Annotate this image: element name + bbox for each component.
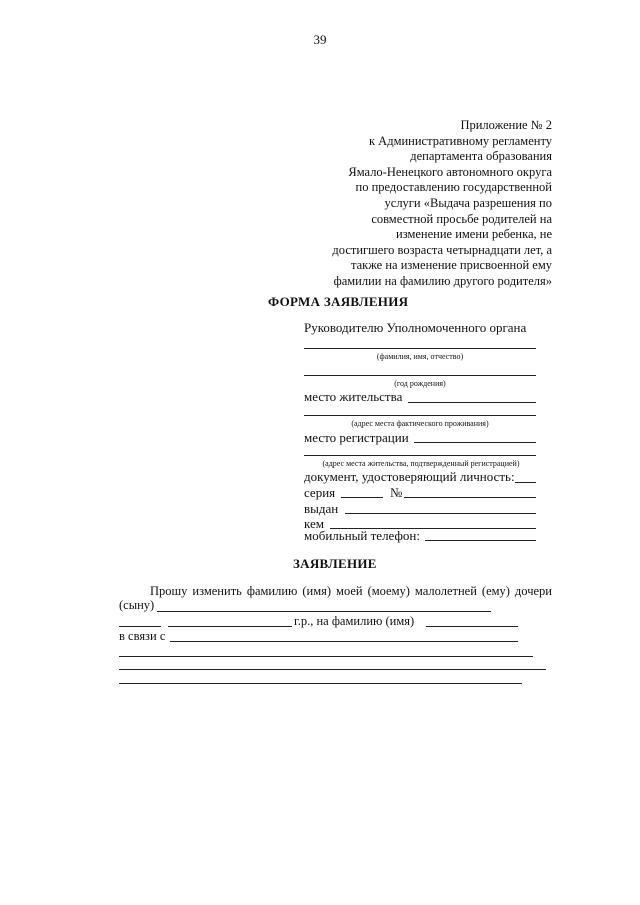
- birth-year-field-line[interactable]: [168, 626, 292, 627]
- phone-line[interactable]: [425, 540, 536, 541]
- number-label: №: [390, 485, 403, 500]
- child-name-line[interactable]: [157, 611, 491, 612]
- appendix-line: услуги «Выдача разрешения по: [384, 195, 552, 210]
- appendix-line: Ямало-Ненецкого автономного округа: [348, 164, 552, 179]
- appendix-line: совместной просьбе родителей на: [371, 211, 552, 226]
- appendix-line: Приложение № 2: [460, 118, 552, 132]
- number-line[interactable]: [404, 497, 536, 498]
- appendix-line: департамента образования: [410, 149, 552, 164]
- residence-line[interactable]: [408, 402, 536, 403]
- birth-year-line[interactable]: [304, 375, 536, 376]
- issued-line[interactable]: [345, 513, 536, 514]
- registration-line-2[interactable]: [304, 455, 536, 456]
- series-label: серия: [304, 485, 336, 500]
- form-title: ФОРМА ЗАЯВЛЕНИЯ: [268, 294, 409, 309]
- residence-line-2[interactable]: [304, 415, 536, 416]
- phone-label: мобильный телефон:: [304, 528, 420, 543]
- appendix-line: достигшего возраста четырнадцати лет, а: [332, 242, 552, 257]
- appendix-line: изменение имени ребенка, не: [396, 227, 552, 242]
- id-document-line[interactable]: [515, 482, 536, 483]
- id-document-label: документ, удостоверяющий личность:: [304, 469, 515, 484]
- reason-line-4[interactable]: [119, 683, 522, 684]
- appendix-line: также на изменение присвоенной ему: [350, 258, 552, 273]
- actual-address-note: (адрес места фактического проживания): [351, 419, 489, 428]
- reason-line[interactable]: [170, 641, 518, 642]
- appendix-line: к Административному регламенту: [368, 133, 552, 148]
- issued-by-label: кем: [304, 516, 324, 531]
- reason-line-2[interactable]: [119, 656, 533, 657]
- reason-label: в связи с: [119, 629, 166, 643]
- son-label: (сыну): [119, 598, 155, 612]
- registration-line[interactable]: [414, 442, 536, 443]
- series-line[interactable]: [341, 497, 383, 498]
- birth-date-line[interactable]: [119, 626, 161, 627]
- appendix-block: [272, 118, 552, 290]
- registered-address-note: (адрес места жительства, подтвержденный регистрацией): [322, 459, 520, 468]
- issued-label: выдан: [304, 501, 339, 516]
- new-name-line[interactable]: [426, 626, 518, 627]
- fio-note: (фамилия, имя, отчество): [376, 352, 464, 361]
- reason-line-3[interactable]: [119, 669, 546, 670]
- addressee-label: Руководителю Уполномоченного органа: [304, 320, 527, 335]
- fio-line[interactable]: [304, 348, 536, 349]
- statement-line-1: Прошу изменить фамилию (имя) моей (моему) малолетней (ему) дочери: [150, 584, 552, 598]
- statement-heading: ЗАЯВЛЕНИЕ: [293, 556, 377, 571]
- birth-year-note: (год рождения): [394, 379, 446, 388]
- appendix-line: по предоставлению государственной: [355, 180, 552, 195]
- registration-label: место регистрации: [304, 430, 409, 445]
- birth-suffix-label: г.р., на фамилию (имя): [294, 614, 415, 628]
- appendix-line: фамилии на фамилию другого родителя»: [333, 273, 552, 288]
- page-number: 39: [313, 32, 327, 47]
- residence-label: место жительства: [304, 389, 403, 404]
